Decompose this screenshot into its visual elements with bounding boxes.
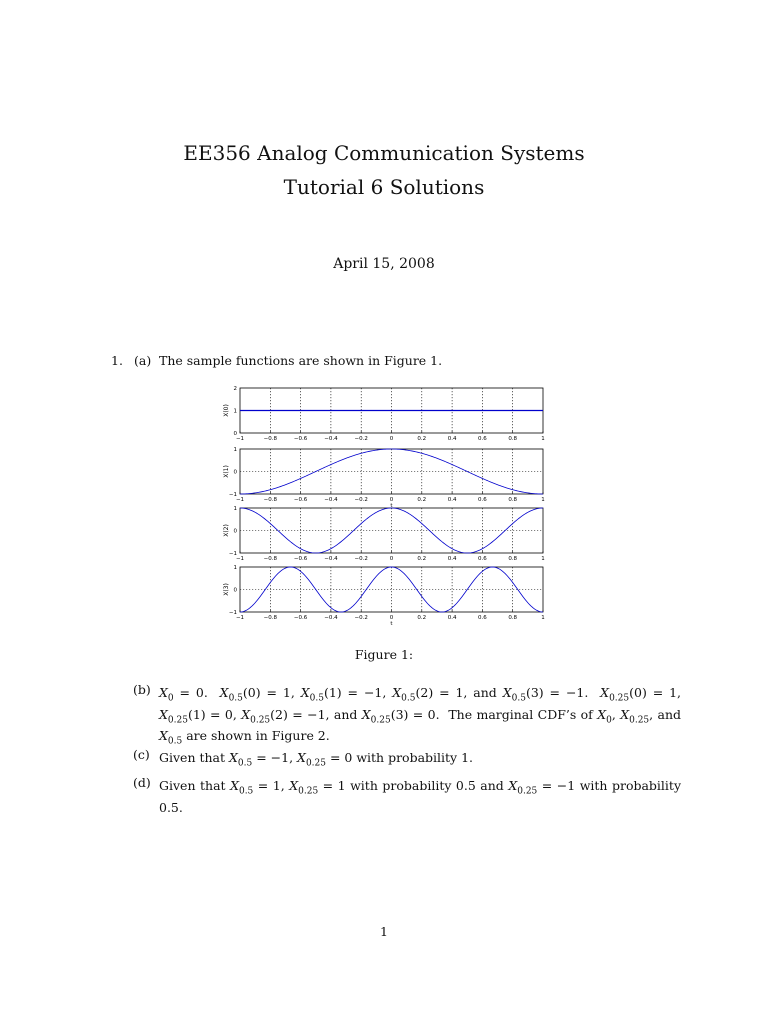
x-tick-label: 0.8: [508, 436, 518, 442]
x-tick-label: 1: [541, 615, 545, 621]
figure-1-plots: [212, 380, 557, 632]
x-tick-label: −0.8: [263, 615, 277, 621]
x-tick-label: 0.2: [417, 615, 427, 621]
y-axis-label: X(3): [223, 583, 230, 596]
part-a-label: (a): [134, 353, 152, 368]
y-tick-label: 0: [233, 469, 237, 476]
y-tick-label: 0: [233, 587, 237, 594]
x-tick-label: 0.6: [478, 615, 487, 621]
figure-caption: Figure 1:: [354, 647, 414, 662]
x-tick-label: 0.4: [447, 556, 457, 562]
x-tick-label: 0: [389, 497, 394, 503]
x-tick-label: 0.2: [417, 556, 427, 562]
x-tick-label: 0.4: [447, 615, 457, 621]
x-tick-label: 1: [541, 556, 545, 562]
x-tick-label: −1: [235, 436, 245, 442]
paper-subtitle: Tutorial 6 Solutions: [283, 175, 485, 199]
x-tick-label: 0.4: [447, 497, 457, 503]
x-tick-label: 0.6: [478, 556, 487, 562]
x-tick-label: −0.2: [354, 436, 368, 442]
x-tick-label: 0.2: [417, 497, 427, 503]
x-tick-label: −1: [235, 497, 245, 503]
x-tick-label: 1: [541, 497, 545, 503]
x-tick-label: 0: [389, 436, 394, 442]
y-tick-label: 0: [233, 431, 237, 437]
x-tick-label: −0.2: [354, 497, 368, 503]
x-tick-label: −0.6: [293, 556, 308, 562]
x-tick-label: −0.2: [354, 615, 368, 621]
y-tick-label: 1: [233, 506, 237, 512]
paper-date: April 15, 2008: [333, 256, 435, 272]
paper-title: EE356 Analog Communication Systems: [183, 141, 585, 165]
x-tick-label: −1: [235, 556, 245, 562]
part-c-label: (c): [133, 747, 150, 762]
x-tick-label: 0.8: [508, 497, 518, 503]
y-tick-label: 0: [233, 528, 237, 535]
x-tick-label: −0.4: [324, 436, 338, 442]
x-tick-label: 0.4: [447, 436, 457, 442]
x-tick-label: −0.6: [293, 436, 308, 442]
x-tick-label: 0: [389, 556, 394, 562]
part-b-text: $X_0 = 0$. $X_{0.5}(0) = 1$, $X_{0.5}(1) = -1$, $X_{0.5}(2) = 1$, and $X_{0.5}(3) = -1$. $X_{0.25}(0) = 1$, $X_{0.25}(1) = 0$, $X_{0.25}(2) = -1$, and $X_{0.25}(3) = 0$. The marginal CDF’s of $X_0$, $X_{0.25}$, and $X_{0.5}$ are shown in Figure 2.: [159, 685, 682, 747]
x-tick-label: −0.4: [324, 497, 338, 503]
y-tick-label: −1: [228, 492, 237, 498]
y-axis-label: X(1): [223, 465, 230, 478]
x-tick-label: 0.8: [508, 556, 518, 562]
x-tick-label: −0.8: [263, 497, 277, 503]
x-tick-label: −1: [235, 615, 245, 621]
part-b-label: (b): [133, 682, 151, 697]
item-number: 1.: [111, 353, 123, 368]
x-axis-label: t: [390, 503, 393, 509]
x-axis-label: t: [390, 621, 393, 627]
page-number: 1: [380, 924, 388, 939]
x-tick-label: −0.6: [293, 615, 308, 621]
x-tick-label: −0.4: [324, 556, 338, 562]
x-tick-label: −0.6: [293, 497, 308, 503]
y-tick-label: 2: [233, 386, 237, 392]
part-a-text: The sample functions are shown in Figure 1.: [159, 353, 443, 368]
y-axis-label: X(0): [223, 404, 230, 417]
x-tick-label: 0.8: [508, 615, 518, 621]
y-tick-label: −1: [228, 551, 237, 557]
y-axis-label: X(2): [223, 524, 230, 537]
y-tick-label: −1: [228, 610, 237, 616]
x-tick-label: 0.2: [417, 436, 427, 442]
x-tick-label: −0.8: [263, 556, 277, 562]
x-tick-label: −0.4: [324, 615, 338, 621]
x-tick-label: 0.6: [478, 497, 487, 503]
part-c-text: Given that $X_{0.5} = -1$, $X_{0.25} = 0$ with probability 1.: [159, 750, 474, 769]
part-d-text: Given that $X_{0.5} = 1$, $X_{0.25} = 1$ with probability 0.5 and $X_{0.25} = -1$ with probability 0.5.: [159, 778, 682, 815]
y-tick-label: 1: [233, 565, 237, 571]
y-tick-label: 1: [233, 447, 237, 453]
x-tick-label: −0.2: [354, 556, 368, 562]
x-tick-label: 0: [389, 615, 394, 621]
x-tick-label: 1: [541, 436, 545, 442]
x-tick-label: −0.8: [263, 436, 277, 442]
x-tick-label: 0.6: [478, 436, 487, 442]
y-tick-label: 1: [233, 408, 237, 415]
part-d-label: (d): [133, 775, 151, 790]
